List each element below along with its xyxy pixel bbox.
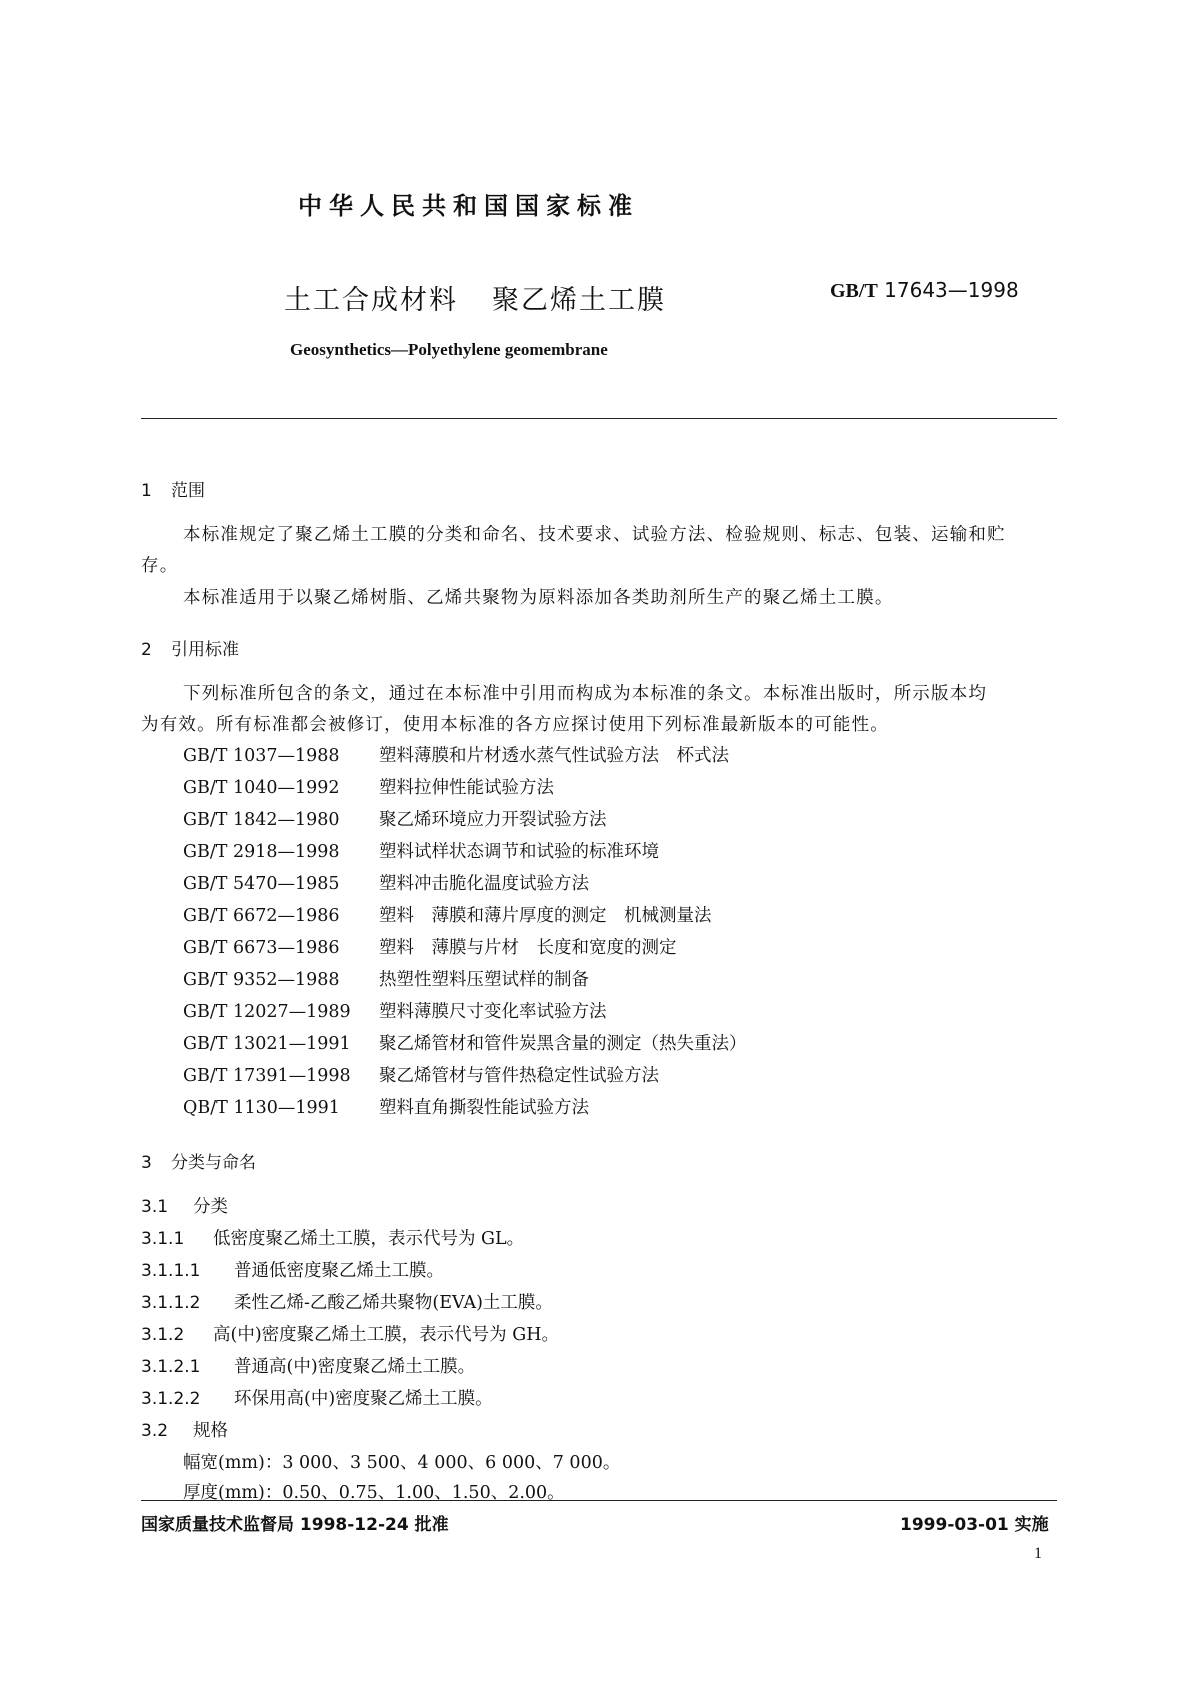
clause-item: 3.1.1.1 普通低密度聚乙烯土工膜。 xyxy=(141,1261,444,1281)
clause-item: 3.1.2.1 普通高(中)密度聚乙烯土工膜。 xyxy=(141,1357,476,1377)
reference-item: GB/T 6673—1986 塑料 薄膜与片材 长度和宽度的测定 xyxy=(183,938,677,958)
top-divider xyxy=(141,418,1057,419)
spec-thickness: 厚度(mm)：0.50、0.75、1.00、1.50、2.00。 xyxy=(183,1483,565,1503)
reference-item: GB/T 1842—1980 聚乙烯环境应力开裂试验方法 xyxy=(183,810,607,830)
reference-item: GB/T 12027—1989 塑料薄膜尺寸变化率试验方法 xyxy=(183,1002,607,1022)
reference-item: GB/T 9352—1988 热塑性塑料压塑试样的制备 xyxy=(183,970,589,990)
standard-code-prefix: GB/T xyxy=(830,280,878,302)
reference-item: GB/T 5470—1985 塑料冲击脆化温度试验方法 xyxy=(183,874,589,894)
reference-item: GB/T 2918—1998 塑料试样状态调节和试验的标准环境 xyxy=(183,842,659,862)
section-1-heading: 1 范围 xyxy=(141,481,205,501)
section-1-para1-line2: 存。 xyxy=(141,556,179,576)
reference-item: QB/T 1130—1991 塑料直角撕裂性能试验方法 xyxy=(183,1098,589,1118)
section-1-para2: 本标准适用于以聚乙烯树脂、乙烯共聚物为原料添加各类助剂所生产的聚乙烯土工膜。 xyxy=(183,588,894,608)
reference-item: GB/T 6672—1986 塑料 薄膜和薄片厚度的测定 机械测量法 xyxy=(183,906,712,926)
clause-item: 3.1.1.2 柔性乙烯-乙酸乙烯共聚物(EVA)土工膜。 xyxy=(141,1293,553,1313)
standard-title-part2: 聚乙烯土工膜 xyxy=(492,285,666,316)
reference-item: GB/T 13021—1991 聚乙烯管材和管件炭黑含量的测定（热失重法） xyxy=(183,1034,747,1054)
section-2-heading: 2 引用标准 xyxy=(141,640,239,660)
approval-info: 国家质量技术监督局 1998-12-24 批准 xyxy=(141,1515,449,1535)
reference-item: GB/T 1037—1988 塑料薄膜和片材透水蒸气性试验方法 杯式法 xyxy=(183,746,729,766)
page-number: 1 xyxy=(1034,1545,1042,1562)
clause-item: 3.1 分类 xyxy=(141,1197,228,1217)
section-2-para-line1: 下列标准所包含的条文，通过在本标准中引用而构成为本标准的条文。本标准出版时，所示版本均 xyxy=(183,684,988,704)
clause-item: 3.1.1 低密度聚乙烯土工膜，表示代号为 GL。 xyxy=(141,1229,525,1249)
clause-item: 3.1.2.2 环保用高(中)密度聚乙烯土工膜。 xyxy=(141,1389,493,1409)
reference-item: GB/T 1040—1992 塑料拉伸性能试验方法 xyxy=(183,778,554,798)
effective-date: 1999-03-01 实施 xyxy=(900,1515,1049,1535)
standard-title-part1: 土工合成材料 xyxy=(284,285,458,316)
section-3-heading: 3 分类与命名 xyxy=(141,1153,256,1173)
spec-width: 幅宽(mm)：3 000、3 500、4 000、6 000、7 000。 xyxy=(183,1453,621,1473)
english-title: Geosynthetics—Polyethylene geomembrane xyxy=(290,340,608,359)
national-standard-header: 中华人民共和国国家标准 xyxy=(298,192,639,220)
standard-code-number: 17643—1998 xyxy=(884,278,1019,302)
section-1-para1-line1: 本标准规定了聚乙烯土工膜的分类和命名、技术要求、试验方法、检验规则、标志、包装、运输和贮 xyxy=(183,525,1006,545)
standard-title xyxy=(284,278,666,317)
standard-code xyxy=(830,278,1019,303)
clause-item: 3.2 规格 xyxy=(141,1421,228,1441)
clause-item: 3.1.2 高(中)密度聚乙烯土工膜，表示代号为 GH。 xyxy=(141,1325,559,1345)
bottom-divider xyxy=(141,1500,1057,1501)
section-2-para-line2: 为有效。所有标准都会被修订，使用本标准的各方应探讨使用下列标准最新版本的可能性。 xyxy=(141,715,889,735)
reference-item: GB/T 17391—1998 聚乙烯管材与管件热稳定性试验方法 xyxy=(183,1066,659,1086)
